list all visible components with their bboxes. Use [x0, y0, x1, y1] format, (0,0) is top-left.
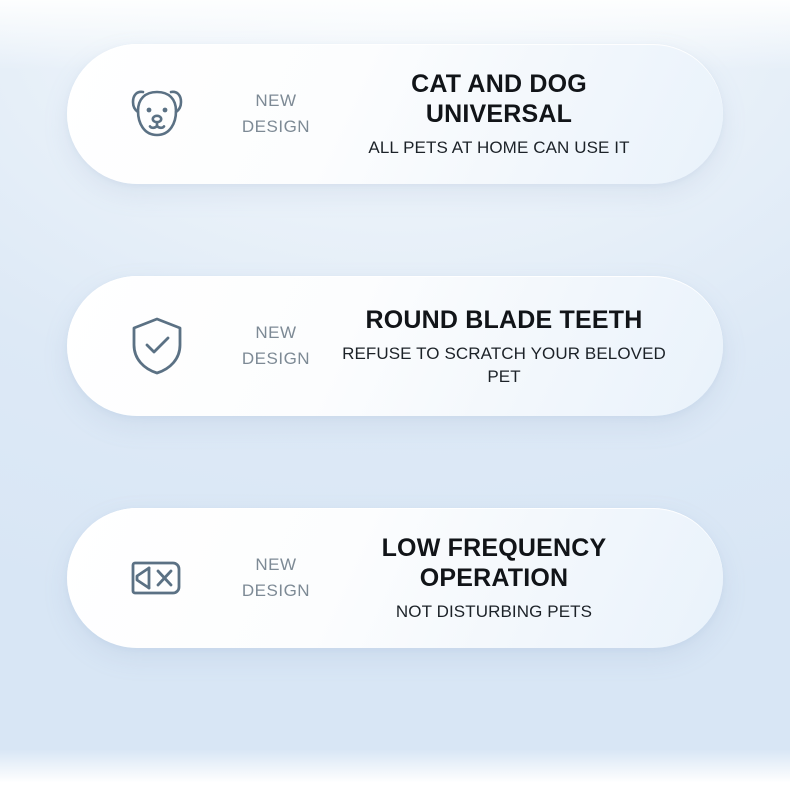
- feature-headline: ROUND BLADE TEETH: [365, 305, 643, 334]
- feature-text-group: [339, 69, 663, 159]
- feature-text-group: [339, 533, 653, 623]
- badge-line-1: NEW: [255, 91, 297, 110]
- badge-line-2: DESIGN: [241, 581, 311, 600]
- bottom-gradient: [0, 749, 790, 805]
- new-design-badge: [213, 552, 339, 604]
- feature-headline: CAT AND DOG UNIVERSAL: [411, 70, 587, 128]
- dog-face-icon: [101, 85, 213, 143]
- feature-subtext: ALL PETS AT HOME CAN USE IT: [368, 138, 630, 157]
- feature-card: [67, 44, 723, 184]
- feature-headline: LOW FREQUENCY OPERATION: [381, 534, 607, 592]
- new-design-badge: [213, 320, 339, 372]
- badge-line-2: DESIGN: [241, 349, 311, 368]
- mute-speaker-icon: [101, 549, 213, 607]
- feature-card: [67, 276, 723, 416]
- feature-subtext: REFUSE TO SCRATCH YOUR BELOVED PET: [342, 343, 666, 386]
- badge-line-1: NEW: [255, 555, 297, 574]
- badge-line-2: DESIGN: [241, 117, 311, 136]
- shield-check-icon: [101, 315, 213, 377]
- new-design-badge: [213, 88, 339, 140]
- badge-line-1: NEW: [255, 323, 297, 342]
- feature-subtext: NOT DISTURBING PETS: [395, 602, 593, 621]
- feature-card-list: [0, 44, 790, 648]
- feature-card: [67, 508, 723, 648]
- feature-text-group: [339, 305, 673, 388]
